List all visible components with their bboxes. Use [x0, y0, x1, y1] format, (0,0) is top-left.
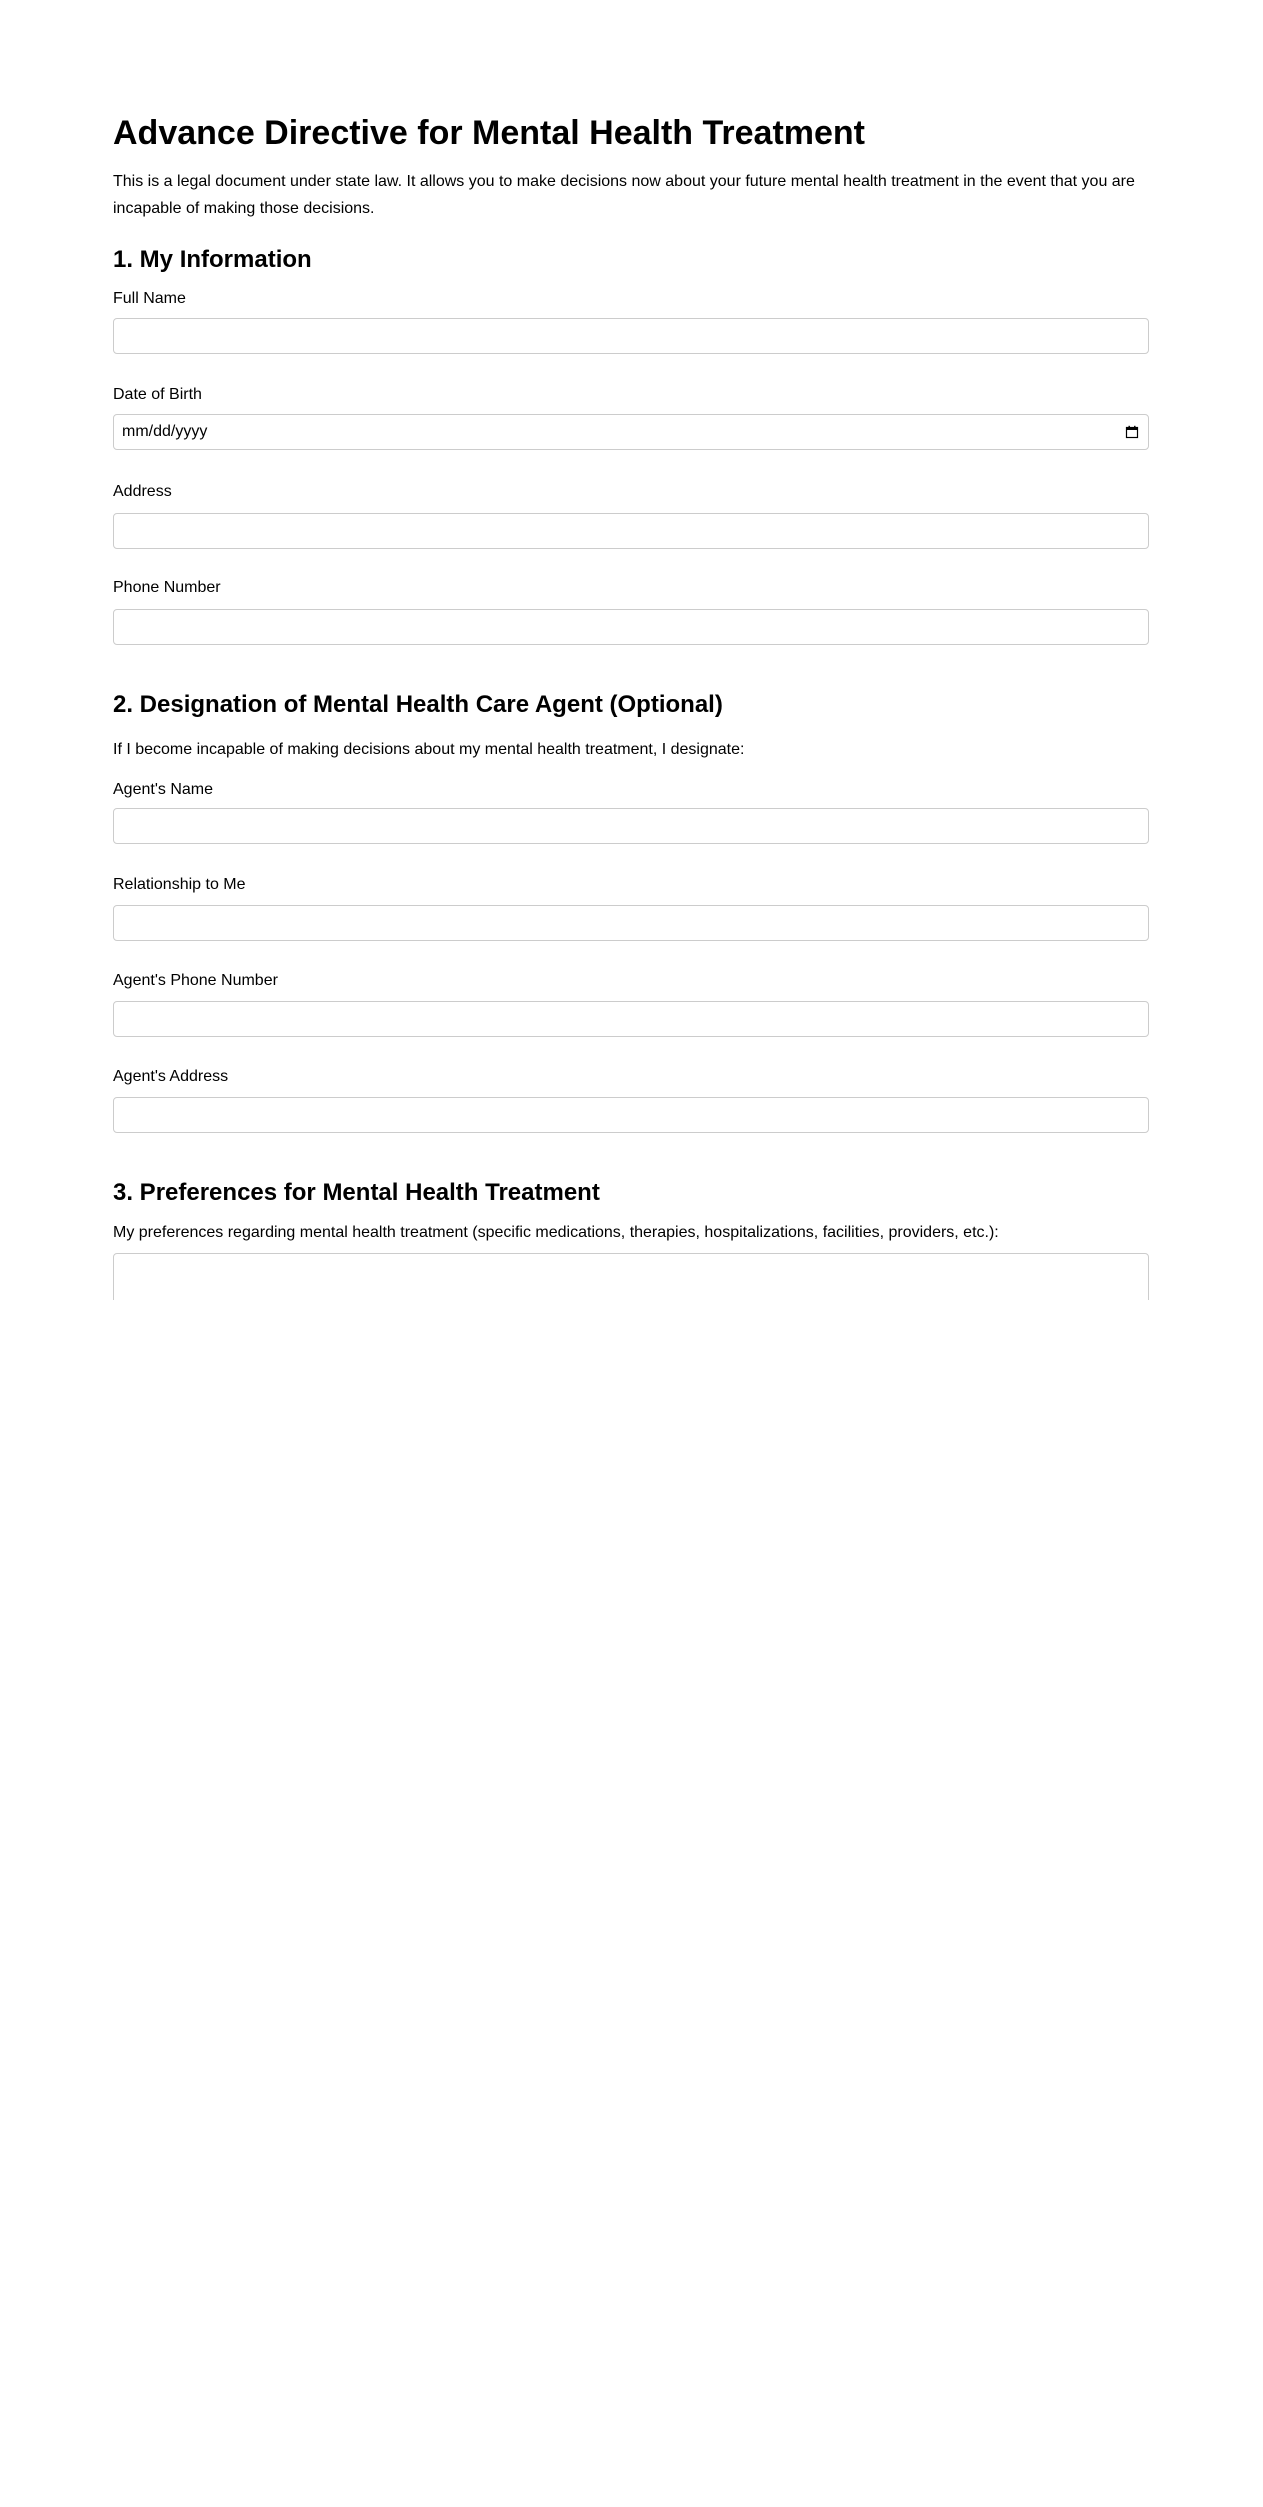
phone-number-input[interactable]	[113, 609, 1149, 645]
agent-address-input[interactable]	[113, 1097, 1149, 1133]
relationship-label: Relationship to Me	[113, 876, 246, 893]
agent-designation-description: If I become incapable of making decisions about my mental health treatment, I designate:	[113, 741, 745, 758]
section-heading-treatment-preferences: 3. Preferences for Mental Health Treatment	[113, 1179, 600, 1206]
full-name-input[interactable]	[113, 318, 1149, 354]
agent-address-label: Agent's Address	[113, 1068, 229, 1085]
agent-phone-label: Agent's Phone Number	[113, 972, 278, 989]
address-label: Address	[113, 483, 172, 500]
treatment-preferences-textarea[interactable]	[113, 1253, 1149, 1300]
address-input[interactable]	[113, 513, 1149, 549]
page-title: Advance Directive for Mental Health Treatment	[113, 114, 866, 152]
agent-name-label: Agent's Name	[113, 781, 213, 798]
phone-number-label: Phone Number	[113, 579, 221, 596]
date-of-birth-placeholder: mm/dd/yyyy	[122, 423, 208, 440]
section-heading-my-information: 1. My Information	[113, 246, 312, 273]
section-heading-agent-designation: 2. Designation of Mental Health Care Agent (Optional)	[113, 691, 723, 718]
relationship-input[interactable]	[113, 905, 1149, 941]
date-of-birth-input[interactable]	[113, 414, 1149, 450]
agent-phone-input[interactable]	[113, 1001, 1149, 1037]
agent-name-input[interactable]	[113, 808, 1149, 844]
date-of-birth-label: Date of Birth	[113, 386, 202, 403]
full-name-label: Full Name	[113, 290, 186, 307]
intro-paragraph: This is a legal document under state law. It allows you to make decisions now about your future mental health treatment in the event that you are incapable of making those decisions.	[113, 173, 1135, 217]
treatment-preferences-description: My preferences regarding mental health treatment (specific medications, therapies, hospitalizations, facilities, providers, etc.):	[113, 1224, 999, 1241]
calendar-icon[interactable]	[1125, 425, 1139, 439]
